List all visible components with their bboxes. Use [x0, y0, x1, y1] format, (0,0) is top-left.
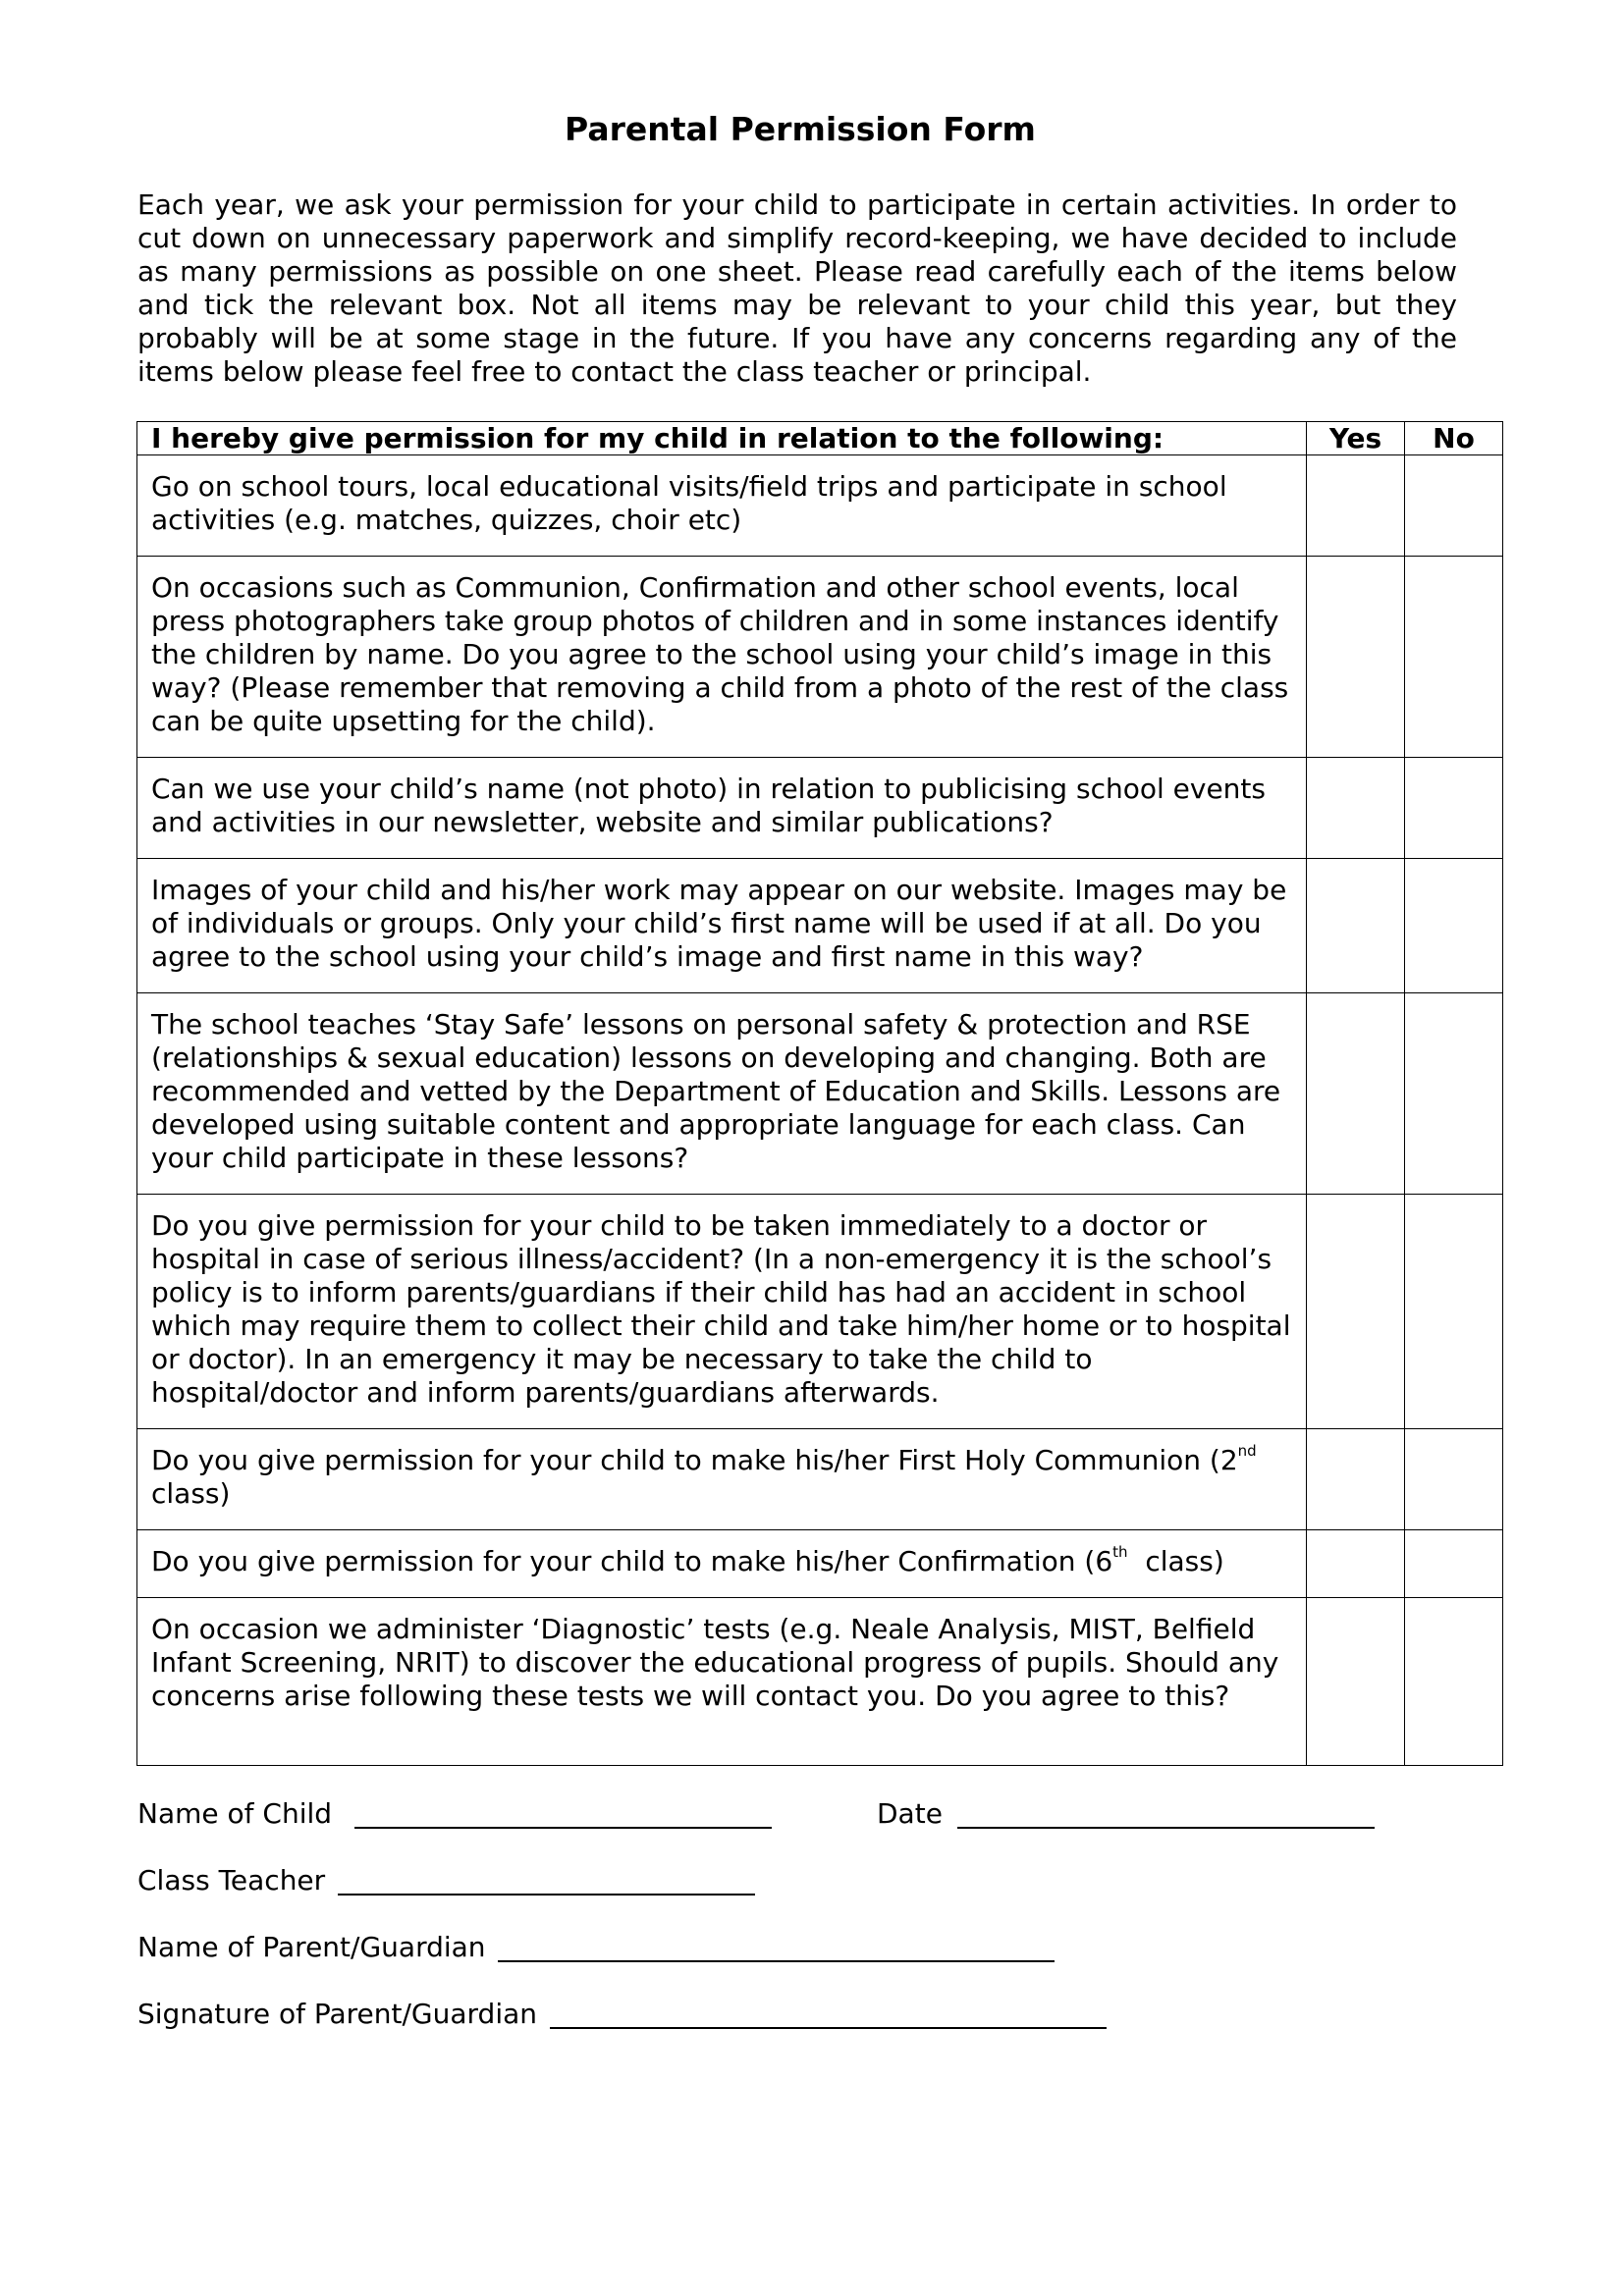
- parent-name-field: [137, 1931, 1055, 1964]
- yes-checkbox[interactable]: [1307, 557, 1405, 758]
- table-row: [137, 758, 1503, 859]
- item-medical: Do you give permission for your child to be taken immediately to a doctor or hospital in case of serious illness/accident? (In a non-emergency it is the school’s policy is to inform parents/guardians if their child has had an accident in school which may require them to collect their child and take him/her home or to hospital or doctor). In an emergency it may be necessary to take the child to hospital/doctor and inform parents/guardians afterwards.: [137, 1195, 1307, 1429]
- table-row: [137, 859, 1503, 993]
- no-checkbox[interactable]: [1405, 455, 1503, 557]
- no-checkbox[interactable]: [1405, 1530, 1503, 1598]
- yes-checkbox[interactable]: [1307, 993, 1405, 1195]
- no-checkbox[interactable]: [1405, 1598, 1503, 1766]
- child-name-field: [137, 1797, 772, 1831]
- parent-name-line[interactable]: [498, 1931, 1055, 1962]
- yes-checkbox[interactable]: [1307, 455, 1405, 557]
- item-diagnostic-tests: On occasion we administer ‘Diagnostic’ tests (e.g. Neale Analysis, MIST, Belfield Infant Screening, NRIT) to discover the educational progress of pupils. Should any concerns arise following these tests we will contact you. Do you agree to this?: [137, 1598, 1307, 1766]
- class-teacher-line[interactable]: [338, 1864, 755, 1896]
- page-title: Parental Permission Form: [565, 110, 1036, 148]
- item-press-photos: On occasions such as Communion, Confirmation and other school events, local press photographers take group photos of children and in some instances identify the children by name. Do you agree to the school using your child’s image in this way? (Please remember that removing a child from a photo of the rest of the class can be quite upsetting for the child).: [137, 557, 1307, 758]
- no-checkbox[interactable]: [1405, 557, 1503, 758]
- item-child-name-use: Can we use your child’s name (not photo) in relation to publicising school events and activities in our newsletter, website and similar publications?: [137, 758, 1307, 859]
- signature-label: Signature of Parent/Guardian: [137, 1998, 538, 2030]
- table-row: [137, 1598, 1503, 1766]
- yes-checkbox[interactable]: [1307, 1195, 1405, 1429]
- item-confirmation-text: Do you give permission for your child to make his/her Confirmation (6: [151, 1545, 1113, 1577]
- header-statement: I hereby give permission for my child in relation to the following:: [137, 422, 1307, 455]
- yes-checkbox[interactable]: [1307, 1429, 1405, 1530]
- table-row: [137, 1195, 1503, 1429]
- yes-checkbox[interactable]: [1307, 859, 1405, 993]
- item-communion-text-end: class): [151, 1477, 231, 1510]
- item-communion-sup: nd: [1237, 1442, 1257, 1460]
- class-teacher-field: [137, 1864, 755, 1897]
- item-communion: [137, 1429, 1307, 1530]
- table-row: [137, 1429, 1503, 1530]
- table-row: [137, 993, 1503, 1195]
- no-checkbox[interactable]: [1405, 1429, 1503, 1530]
- item-confirmation-sup: th: [1112, 1543, 1128, 1561]
- no-checkbox[interactable]: [1405, 1195, 1503, 1429]
- parent-name-label: Name of Parent/Guardian: [137, 1931, 486, 1963]
- item-school-tours: Go on school tours, local educational visits/field trips and participate in school activities (e.g. matches, quizzes, choir etc): [137, 455, 1307, 557]
- item-confirmation-text-end: class): [1127, 1545, 1224, 1577]
- yes-checkbox[interactable]: [1307, 758, 1405, 859]
- no-checkbox[interactable]: [1405, 758, 1503, 859]
- header-no: No: [1405, 422, 1503, 455]
- header-yes: Yes: [1307, 422, 1405, 455]
- table-row: [137, 455, 1503, 557]
- no-checkbox[interactable]: [1405, 859, 1503, 993]
- intro-paragraph: Each year, we ask your permission for your child to participate in certain activities. In order to cut down on unnecessary paperwork and simplify record-keeping, we have decided to include as many permissions as possible on one sheet. Please read carefully each of the items below and tick the relevant box. Not all items may be relevant to your child this year, but they probably will be at some stage in the future. If you have any concerns regarding any of the items below please feel free to contact the class teacher or principal.: [137, 188, 1457, 388]
- item-website-images: Images of your child and his/her work may appear on our website. Images may be of individuals or groups. Only your child’s first name will be used if at all. Do you agree to the school using your child’s image and first name in this way?: [137, 859, 1307, 993]
- item-confirmation: [137, 1530, 1307, 1598]
- item-stay-safe: The school teaches ‘Stay Safe’ lessons on personal safety & protection and RSE (relationships & sexual education) lessons on developing and changing. Both are recommended and vetted by the Department of Education and Skills. Lessons are developed using suitable content and appropriate language for each class. Can your child participate in these lessons?: [137, 993, 1307, 1195]
- date-line[interactable]: [957, 1797, 1375, 1829]
- table-row: [137, 557, 1503, 758]
- child-name-label: Name of Child: [137, 1797, 333, 1830]
- date-label: Date: [877, 1797, 943, 1830]
- permissions-table: [136, 421, 1503, 1766]
- signature-line[interactable]: [550, 1998, 1107, 2029]
- signature-field: [137, 1998, 1107, 2031]
- table-row: [137, 1530, 1503, 1598]
- no-checkbox[interactable]: [1405, 993, 1503, 1195]
- item-communion-text: Do you give permission for your child to make his/her First Holy Communion (2: [151, 1444, 1238, 1476]
- table-header-row: [137, 422, 1503, 455]
- class-teacher-label: Class Teacher: [137, 1864, 326, 1896]
- child-name-line[interactable]: [354, 1797, 772, 1829]
- yes-checkbox[interactable]: [1307, 1530, 1405, 1598]
- date-field: [877, 1797, 1375, 1831]
- yes-checkbox[interactable]: [1307, 1598, 1405, 1766]
